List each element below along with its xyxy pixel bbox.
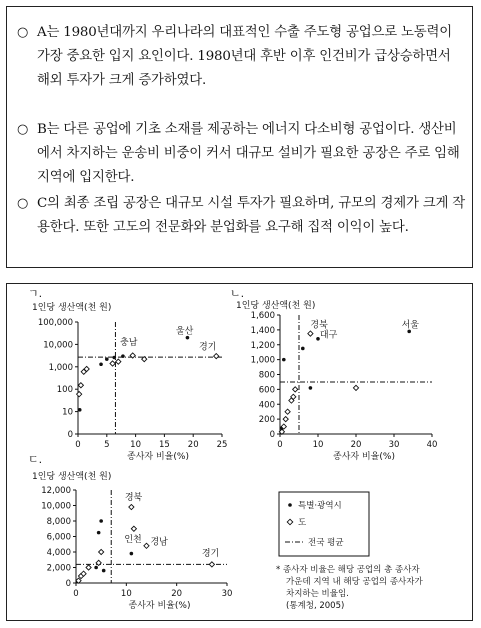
footnote-line: 차지하는 비율임. — [286, 589, 349, 599]
y-tick-label: 800 — [258, 370, 275, 381]
province-point — [110, 361, 115, 366]
x-tick-label: 0 — [73, 589, 79, 599]
legend-province-label: 도 — [298, 518, 307, 528]
region-label: 경북 — [124, 493, 143, 504]
y-tick-label: 100,000 — [37, 318, 73, 328]
y-axis-label: 1인당 생산액(천 원) — [32, 472, 112, 482]
x-axis-label: 종사자 비율(%) — [127, 452, 189, 462]
y-tick-label: 1,000 — [48, 362, 73, 373]
region-label: 서울 — [401, 320, 419, 331]
province-point — [78, 383, 83, 388]
legend-metro-icon — [288, 503, 292, 507]
region-label: 울산 — [175, 326, 194, 337]
province-point — [77, 392, 82, 397]
paragraph-b: ○ B는 다른 공업에 기초 소재를 제공하는 에너지 다소비형 공업이다. 생산비에서 차지하는 운송비 비중이 커서 대규모 설비가 필요한 공장은 주로 임해 지역에 입지한다. — [17, 118, 467, 191]
metro-point — [99, 362, 103, 366]
y-tick-label: 0 — [67, 430, 73, 440]
footnote-line: * 종사자 비율은 해당 공업의 총 종사자 — [276, 565, 420, 575]
paragraph-c: ○ C의 최종 조립 공장은 대규모 시설 투자가 필요하며, 규모의 경제가 크게 작용한다. 또한 고도의 전문화와 분업화를 요구해 집적 이익이 높다. — [17, 192, 467, 240]
y-tick-label: 10,000 — [41, 501, 71, 512]
y-tick-label: 100 — [56, 385, 73, 396]
metro-point — [130, 552, 134, 556]
x-tick-label: 10 — [130, 440, 142, 450]
bullet-icon: ○ — [17, 25, 29, 40]
y-tick-label: 4,000 — [46, 548, 71, 558]
panel-label: ㄷ. — [28, 453, 43, 466]
y-tick-label: 200 — [258, 415, 275, 426]
metro-point — [301, 347, 305, 351]
province-point — [144, 543, 149, 548]
x-tick-label: 20 — [350, 440, 362, 450]
x-tick-label: 0 — [75, 440, 81, 450]
metro-point — [309, 386, 313, 390]
panel-label: ㄱ. — [28, 287, 43, 300]
legend-avg-label: 전국 평균 — [308, 538, 344, 548]
x-tick-label: 5 — [104, 440, 110, 450]
y-tick-label: 1,400 — [250, 325, 275, 336]
source-note: (통계청, 2005) — [286, 601, 345, 611]
y-tick-label: 0 — [65, 579, 71, 589]
x-tick-label: 30 — [388, 440, 400, 450]
region-label: 대구 — [319, 330, 338, 341]
paragraph-a: ○ A는 1980년대까지 우리나라의 대표적인 수출 주도형 공업으로 노동력이 가장 중요한 입지 요인이다. 1980년대 후반 이후 인건비가 급상승하면서 해외 투자가 크게 증가하였다. — [17, 21, 467, 94]
region-label: 인천 — [124, 534, 142, 545]
bullet-icon: ○ — [17, 122, 29, 137]
metro-point — [112, 356, 116, 360]
x-tick-label: 40 — [426, 440, 438, 450]
footnote-line: 가운데 지역 내 해당 공업의 종사자가 — [286, 577, 423, 587]
region-label: 경기 — [201, 548, 220, 559]
y-tick-label: 1,200 — [250, 340, 275, 351]
bullet-icon: ○ — [17, 196, 29, 211]
y-tick-label: 1,600 — [250, 311, 275, 321]
province-point — [285, 409, 290, 414]
province-point — [116, 359, 121, 364]
province-point — [308, 331, 313, 336]
province-point — [209, 562, 214, 567]
region-label: 경북 — [310, 320, 328, 331]
y-tick-label: 2,000 — [46, 563, 71, 574]
y-tick-label: 12,000 — [41, 486, 71, 496]
province-point — [131, 526, 136, 531]
metro-point — [97, 531, 101, 535]
province-point — [86, 565, 91, 570]
x-axis-label: 종사자 비율(%) — [333, 452, 395, 462]
x-tick-label: 0 — [277, 440, 283, 450]
y-axis-label: 1인당 생산액(천 원) — [236, 301, 316, 311]
x-tick-label: 20 — [171, 589, 183, 599]
metro-point — [94, 566, 98, 570]
province-point — [99, 549, 104, 554]
metro-point — [78, 408, 82, 412]
region-label: 경남 — [150, 537, 168, 548]
metro-point — [282, 358, 286, 362]
y-tick-label: 8,000 — [46, 517, 71, 527]
province-point — [214, 354, 219, 359]
y-tick-label: 400 — [258, 400, 275, 411]
metro-point — [121, 354, 125, 358]
region-label: 충남 — [120, 337, 138, 348]
x-tick-label: 20 — [187, 440, 199, 450]
metro-point — [102, 569, 106, 573]
y-tick-label: 10,000 — [43, 340, 73, 351]
province-point — [293, 387, 298, 392]
x-tick-label: 10 — [120, 589, 132, 599]
region-label: 경기 — [198, 342, 217, 353]
y-tick-label: 10 — [62, 407, 73, 418]
province-point — [283, 417, 288, 422]
y-axis-label: 1인당 생산액(천 원) — [32, 303, 112, 313]
x-tick-label: 30 — [221, 589, 233, 599]
x-tick-label: 25 — [216, 440, 228, 450]
province-point — [353, 385, 358, 390]
x-tick-label: 15 — [158, 440, 170, 450]
x-axis-label: 종사자 비율(%) — [128, 601, 191, 611]
legend-metro-label: 특별·광역시 — [298, 501, 342, 511]
y-tick-label: 0 — [269, 430, 275, 440]
panel-label: ㄴ. — [230, 287, 245, 300]
province-point — [129, 504, 134, 509]
y-tick-label: 1,000 — [250, 355, 275, 366]
y-tick-label: 600 — [258, 385, 275, 396]
y-tick-label: 6,000 — [46, 532, 71, 543]
x-tick-label: 10 — [312, 440, 324, 450]
metro-point — [105, 357, 109, 361]
metro-point — [99, 519, 103, 523]
